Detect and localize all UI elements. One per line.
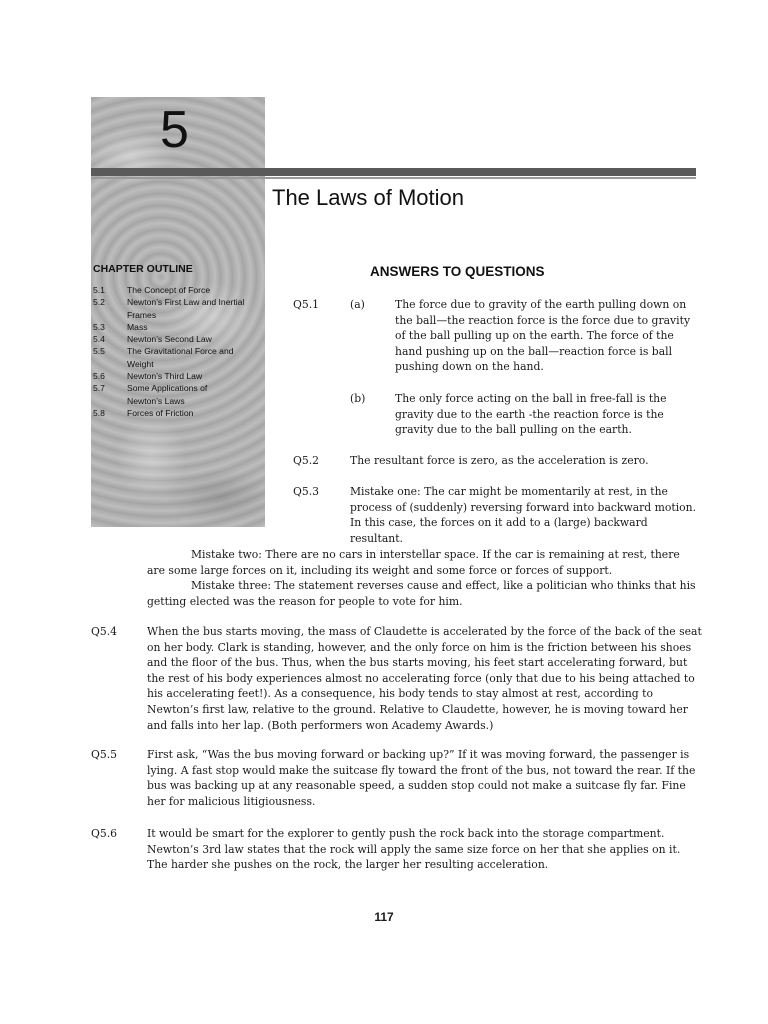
outline-item [93, 382, 263, 407]
outline-item-number: 5.7 [93, 383, 105, 394]
question-label: Q5.3 [293, 485, 320, 498]
outline-item-title: Newton’s First Law and Inertial Frames [127, 297, 245, 320]
answer-text: The force due to gravity of the earth pulling down on the ball—the reaction force is the force due to gravity of the ball pulling up on the earth. The force of the hand pushing up on the ball—reaction force is ball pushing down on the hand. [395, 298, 691, 374]
question-label: Q5.4 [91, 625, 118, 638]
question-label: Q5.6 [91, 827, 118, 840]
outline-item [93, 333, 263, 345]
subpart-label: (a) [350, 298, 365, 311]
outline-item-number: 5.8 [93, 407, 105, 418]
answer-text: The only force acting on the ball in free-fall is the gravity due to the earth -the reaction force is the gravity due to the ball pulling on the earth. [395, 392, 667, 437]
question-label: Q5.1 [293, 298, 320, 311]
answer-text: First ask, “Was the bus moving forward or backing up?” If it was moving forward, the passenger is lying. A fast stop would make the suitcase fly toward the front of the bus, not toward the rear. If the bus was backing up at any reasonable speed, a sudden stop could not make a suitcase fly far. Fine her for malicious litigiousness. [147, 748, 696, 808]
header-rule [91, 168, 696, 176]
outline-item [93, 296, 263, 321]
outline-item-number: 5.3 [93, 321, 105, 332]
header-rule-thin [91, 177, 696, 179]
outline-item-title: Newton’s Third Law [127, 371, 203, 382]
question-label: Q5.2 [293, 454, 320, 467]
outline-item-title: Newton’s Second Law [127, 334, 212, 345]
chapter-number: 5 [160, 101, 189, 159]
outline-item-number: 5.2 [93, 297, 105, 308]
answers-heading: ANSWERS TO QUESTIONS [370, 264, 545, 279]
outline-item-number: 5.1 [93, 285, 105, 295]
outline-item-number: 5.6 [93, 371, 105, 382]
chapter-outline [93, 284, 263, 419]
subpart-label: (b) [350, 392, 366, 405]
answer-text: Mistake one: The car might be momentarily at rest, in the process of (suddenly) reversing forward into backward motion. In this case, the forces on it add to a (large) backward resultant. [350, 485, 697, 545]
outline-item [93, 284, 263, 296]
question-label: Q5.5 [91, 748, 118, 761]
outline-item-title: Some Applications of Newton’s Laws [127, 383, 208, 406]
answer-text: It would be smart for the explorer to gently push the rock back into the storage compartment. Newton’s 3rd law states that the rock will apply the same size force on her that she applies on it. The harder she pushes on the rock, the larger her resulting acceleration. [147, 827, 681, 872]
outline-item [93, 370, 263, 382]
answer-text: The resultant force is zero, as the acceleration is zero. [350, 454, 649, 467]
page-number: 117 [374, 910, 394, 924]
answer-text: Mistake two: There are no cars in interstellar space. If the car is remaining at rest, there are some large forces on it, including its weight and some force or forces of support. [147, 548, 680, 577]
outline-item [93, 407, 263, 419]
outline-heading: CHAPTER OUTLINE [93, 263, 193, 275]
answer-text: Mistake three: The statement reverses cause and effect, like a politician who thinks that his getting elected was the reason for people to vote for him. [147, 579, 696, 608]
outline-item-number: 5.5 [93, 346, 105, 357]
outline-item-title: Forces of Friction [127, 407, 194, 418]
outline-item-title: The Concept of Force [127, 285, 211, 295]
outline-item-title: The Gravitational Force and Weight [127, 346, 234, 369]
outline-item [93, 321, 263, 333]
outline-item-title: Mass [127, 321, 148, 332]
chapter-title: The Laws of Motion [272, 185, 464, 210]
answer-text: When the bus starts moving, the mass of Claudette is accelerated by the force of the back of the seat on her body. Clark is standing, however, and the only force on him is the friction between his shoes and the floor of the bus. Thus, when the bus starts moving, his feet start accelerating forward, but the rest of his body experiences almost no accelerating force (only that due to his being attached to his accelerating feet!). As a consequence, his body tends to stay almost at rest, according to Newton’s first law, relative to the ground. Relative to Claudette, however, he is moving toward her and falls into her lap. (Both performers won Academy Awards.) [147, 625, 702, 732]
outline-item-number: 5.4 [93, 334, 105, 345]
outline-item [93, 345, 263, 370]
